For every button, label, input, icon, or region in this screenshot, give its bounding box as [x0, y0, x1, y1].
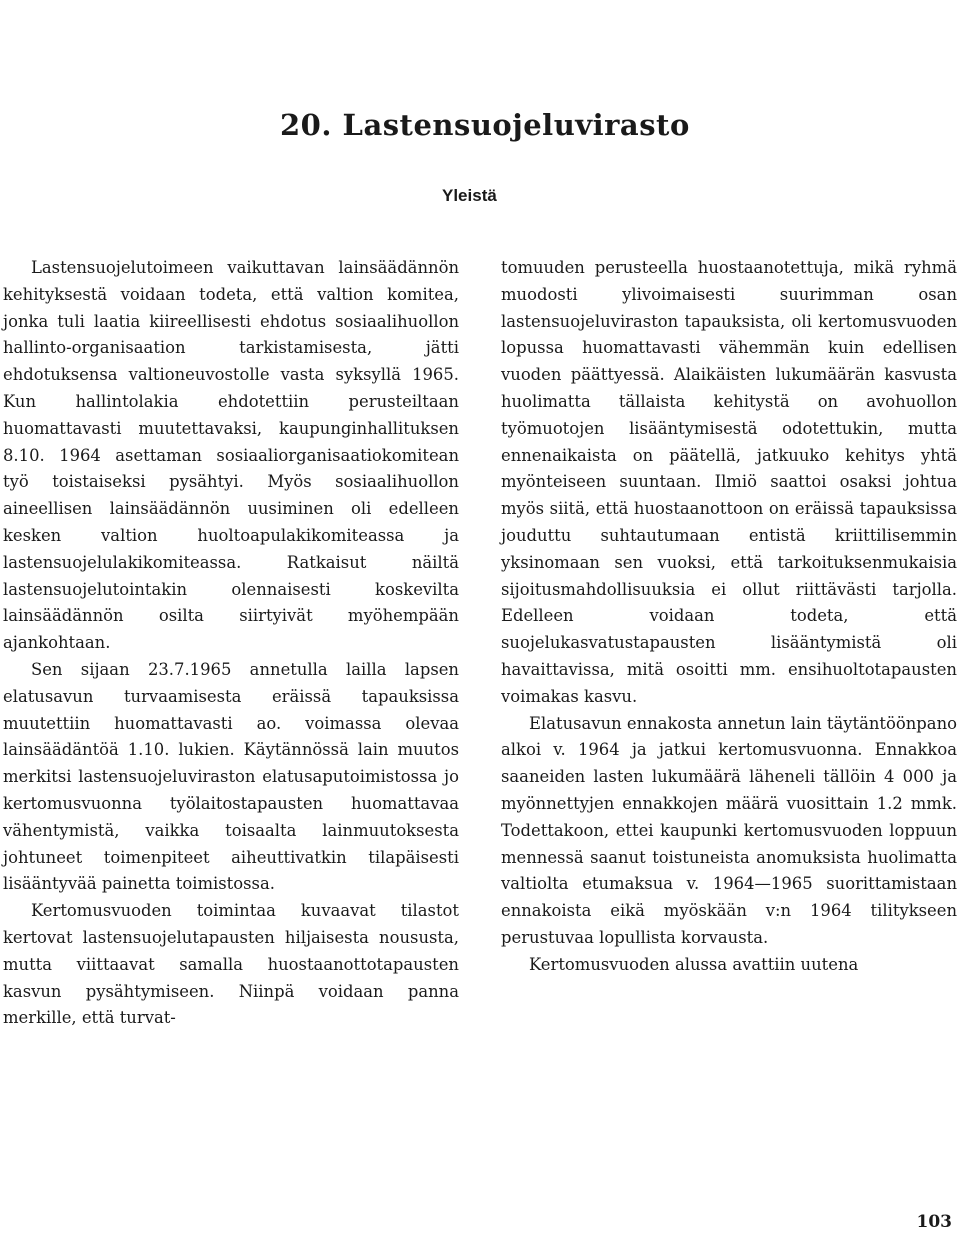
paragraph: Elatusavun ennakosta annetun lain täytäntöönpano alkoi v. 1964 ja jatkui kertomusvuonna. Ennakkoa saaneiden lasten lukumäärä läheneli tällöin 4 000 ja myönnettyjen ennakkojen määrä vuosittain 1.2 mmk. Todettakoon, ettei kaupunki kertomusvuoden loppuun mennessä saanut toistuneista anomuksista huolimatta valtiolta etumaksua v. 1964—1965 suorittamistaan ennakoista eikä myöskään v:n 1964 tilitykseen perustuvaa lopullista korvausta. [501, 713, 957, 947]
paragraph: Kertomusvuoden alussa avattiin uutena [529, 954, 859, 974]
paragraph: Lastensuojelutoimeen vaikuttavan lainsäädännön kehityksestä voidaan todeta, että valtion komitea, jonka tuli laatia kiireellisesti ehdotus sosiaalihuollon hallinto-organisaation tarkistamisesta, jätti ehdotuksensa valtioneuvostolle vasta syksyllä 1965. Kun hallintolakia ehdotettiin perusteiltaan huomattavasti muutettavaksi, kaupunginhallituksen 8.10. 1964 asettaman sosiaaliorganisaatiokomitean työ toistaiseksi pysähtyi. Myös sosiaalihuollon aineellisen lainsäädännön uusiminen oli edelleen kesken valtion huoltoapulakikomiteassa ja lastensuojelulakikomiteassa. Ratkaisut näiltä lastensuojelutointakin olennaisesti koskevilta lainsäädännön osilta siirtyivät myöhempään ajankohtaan. [3, 258, 459, 653]
section-subtitle: Yleistä [442, 186, 497, 205]
paragraph: Kertomusvuoden toimintaa kuvaavat tilastot kertovat lastensuojelutapausten hiljaisesta noususta, mutta viittaavat samalla huostaanottotapausten kasvun pysähtymiseen. Niinpä voidaan panna merkille, että turvat- [3, 901, 459, 1028]
right-text-column [501, 255, 957, 979]
left-text-column [3, 255, 459, 1032]
page-number: 103 [916, 1212, 952, 1232]
paragraph: tomuuden perusteella huostaanotettuja, mikä ryhmä muodosti ylivoimaisesti suurimman osan lastensuojeluviraston tapauksista, oli kertomusvuoden lopussa huomattavasti vähemmän kuin edellisen vuoden päättyessä. Alaikäisten lukumäärän kasvusta huolimatta tällaista kehitystä on avohuollon työmuotojen lisääntymisestä odotettukin, mutta ennenaikaista on päätellä, jatkuuko kehitys yhtä myönteiseen suuntaan. Ilmiö saattoi osaksi johtua myös siitä, että huostaanottoon on eräissä tapauksissa jouduttu suhtautumaan entistä kriittilisemmin yksinomaan sen vuoksi, että tarkoituksenmukaisia sijoitusmahdollisuuksia ei ollut riittävästi tarjolla. Edelleen voidaan todeta, että suojelukasvatustapausten lisääntymistä oli havaittavissa, mitä osoitti mm. ensihuoltotapausten voimakas kasvu. [501, 258, 957, 706]
paragraph: Sen sijaan 23.7.1965 annetulla lailla lapsen elatusavun turvaamisesta eräissä tapauksissa muutettiin huomattavasti ao. voimassa olevaa lainsäädäntöä 1.10. lukien. Käytännössä lain muutos merkitsi lastensuojeluviraston elatusaputoimistossa jo kertomusvuonna työlaitostapausten huomattavaa vähentymistä, vaikka toisaalta lainmuutoksesta johtuneet toimenpiteet aiheuttivatkin tilapäisesti lisääntyvää painetta toimistossa. [3, 659, 459, 894]
page-title: 20. Lastensuojeluvirasto [280, 108, 690, 142]
